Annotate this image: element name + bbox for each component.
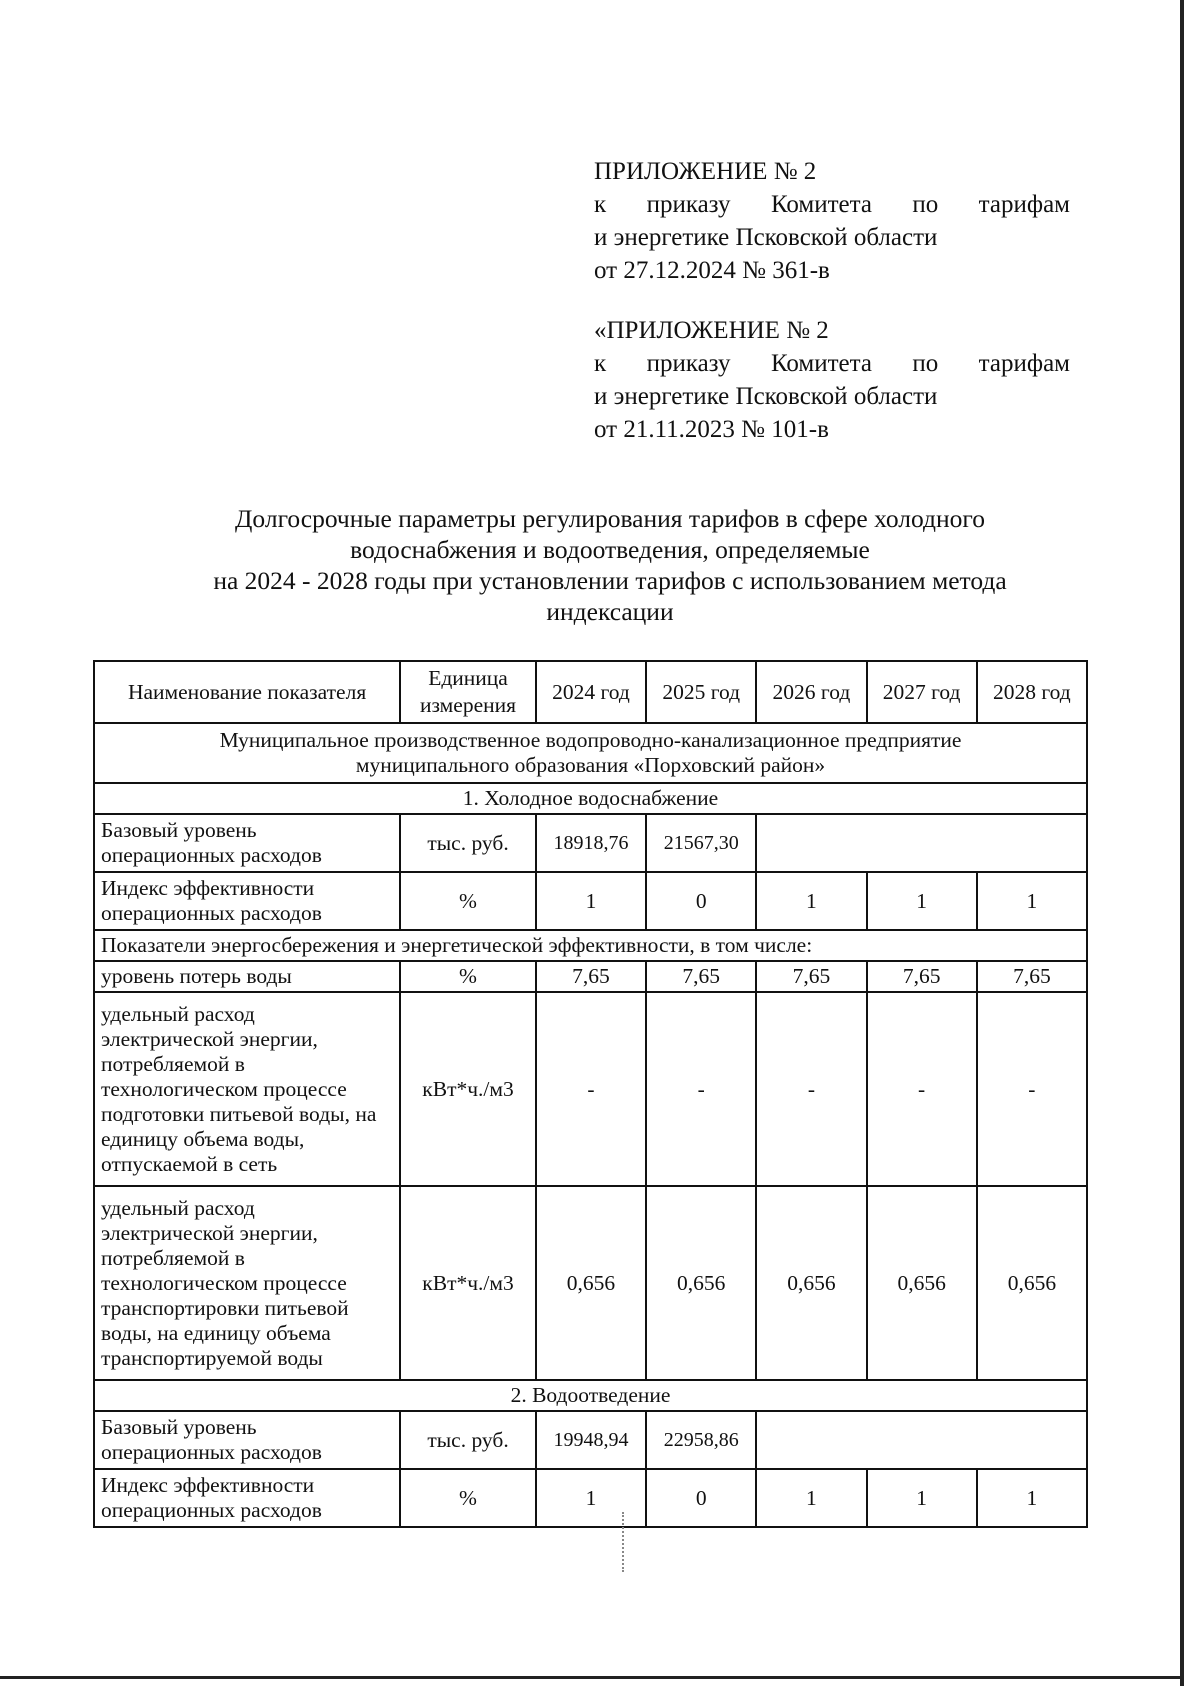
value-2024: - <box>536 992 646 1186</box>
value-2028: 0,656 <box>977 1186 1087 1380</box>
value-2025: 7,65 <box>646 961 756 992</box>
value-2028: 1 <box>977 1469 1087 1527</box>
approval-date: от 21.11.2023 № 101-в <box>594 416 829 443</box>
title-line: Долгосрочные параметры регулирования тарифов в сфере холодного <box>235 504 985 533</box>
value-2025: 0 <box>646 1469 756 1527</box>
row-name: Индекс эффективности операционных расходов <box>94 1469 400 1527</box>
row-unit: % <box>400 1469 536 1527</box>
subsection-row <box>94 930 1087 961</box>
approval-date: от 27.12.2024 № 361-в <box>594 257 830 284</box>
value-2027: 1 <box>867 1469 977 1527</box>
value-2026: 0,656 <box>756 1186 866 1380</box>
value-2026: 1 <box>756 872 866 930</box>
value-2025: 21567,30 <box>646 814 756 872</box>
value-2027: 0,656 <box>867 1186 977 1380</box>
section-row <box>94 1380 1087 1411</box>
document-title <box>110 503 1110 627</box>
value-2026: 7,65 <box>756 961 866 992</box>
value-2028: 7,65 <box>977 961 1087 992</box>
section-wastewater: 2. Водоотведение <box>94 1380 1087 1411</box>
value-2027: 7,65 <box>867 961 977 992</box>
row-name: Базовый уровень операционных расходов <box>94 1411 400 1469</box>
empty-cell <box>756 1411 1087 1469</box>
table-row <box>94 1411 1087 1469</box>
value-2025: 0,656 <box>646 1186 756 1380</box>
header-name: Наименование показателя <box>94 661 400 723</box>
empty-cell <box>756 814 1087 872</box>
title-line: на 2024 - 2028 годы при установлении тарифов с использованием метода <box>213 566 1007 595</box>
approval-title: «ПРИЛОЖЕНИЕ № 2 <box>594 317 829 344</box>
value-2028: 1 <box>977 872 1087 930</box>
value-2027: - <box>867 992 977 1186</box>
row-unit: кВт*ч./м3 <box>400 1186 536 1380</box>
header-2024: 2024 год <box>536 661 646 723</box>
table-row <box>94 1469 1087 1527</box>
value-2027: 1 <box>867 872 977 930</box>
table-row <box>94 814 1087 872</box>
value-2024: 0,656 <box>536 1186 646 1380</box>
approval-title: ПРИЛОЖЕНИЕ № 2 <box>594 158 817 185</box>
value-2024: 19948,94 <box>536 1411 646 1469</box>
scan-edge-bottom <box>0 1676 1184 1679</box>
section-row <box>94 783 1087 814</box>
table-row <box>94 992 1087 1186</box>
row-name: уровень потерь воды <box>94 961 400 992</box>
row-unit: тыс. руб. <box>400 1411 536 1469</box>
row-unit: кВт*ч./м3 <box>400 992 536 1186</box>
scan-edge-right <box>1180 0 1184 1686</box>
section-cold-water: 1. Холодное водоснабжение <box>94 783 1087 814</box>
approval-committee: и энергетике Псковской области <box>594 224 938 251</box>
value-2025: 0 <box>646 872 756 930</box>
value-2025: 22958,86 <box>646 1411 756 1469</box>
value-2026: - <box>756 992 866 1186</box>
value-2026: 1 <box>756 1469 866 1527</box>
organization-name: Муниципальное производственное водопроводно-канализационное предприятие муниципального образования «Порховский район» <box>94 723 1087 783</box>
header-unit: Единица измерения <box>400 661 536 723</box>
value-2024: 18918,76 <box>536 814 646 872</box>
header-2026: 2026 год <box>756 661 866 723</box>
approval-order-line: к приказу Комитета по тарифам <box>594 350 1070 377</box>
header-2028: 2028 год <box>977 661 1087 723</box>
row-name: удельный расход электрической энергии, потребляемой в технологическом процессе подготовки питьевой воды, на единицу объема воды, отпускаемой в сеть <box>94 992 400 1186</box>
scan-artifact-mark <box>622 1512 626 1572</box>
value-2024: 1 <box>536 1469 646 1527</box>
table-row <box>94 872 1087 930</box>
table-header-row <box>94 661 1087 723</box>
row-unit: % <box>400 872 536 930</box>
header-2027: 2027 год <box>867 661 977 723</box>
table-row <box>94 961 1087 992</box>
title-line: индексации <box>546 597 674 626</box>
value-2025: - <box>646 992 756 1186</box>
title-line: водоснабжения и водоотведения, определяемые <box>350 535 870 564</box>
approval-committee: и энергетике Псковской области <box>594 383 938 410</box>
table-row <box>94 1186 1087 1380</box>
row-name: Базовый уровень операционных расходов <box>94 814 400 872</box>
value-2024: 7,65 <box>536 961 646 992</box>
value-2028: - <box>977 992 1087 1186</box>
organization-row <box>94 723 1087 783</box>
row-unit: % <box>400 961 536 992</box>
row-name: Индекс эффективности операционных расходов <box>94 872 400 930</box>
parameters-table <box>93 660 1088 1528</box>
approval-order-line: к приказу Комитета по тарифам <box>594 191 1070 218</box>
value-2024: 1 <box>536 872 646 930</box>
approval-current <box>594 155 1070 287</box>
energy-indicators-heading: Показатели энергосбережения и энергетической эффективности, в том числе: <box>94 930 1087 961</box>
header-2025: 2025 год <box>646 661 756 723</box>
row-name: удельный расход электрической энергии, потребляемой в технологическом процессе транспортировки питьевой воды, на единицу объема транспортируемой воды <box>94 1186 400 1380</box>
row-unit: тыс. руб. <box>400 814 536 872</box>
approval-previous <box>594 314 1070 446</box>
